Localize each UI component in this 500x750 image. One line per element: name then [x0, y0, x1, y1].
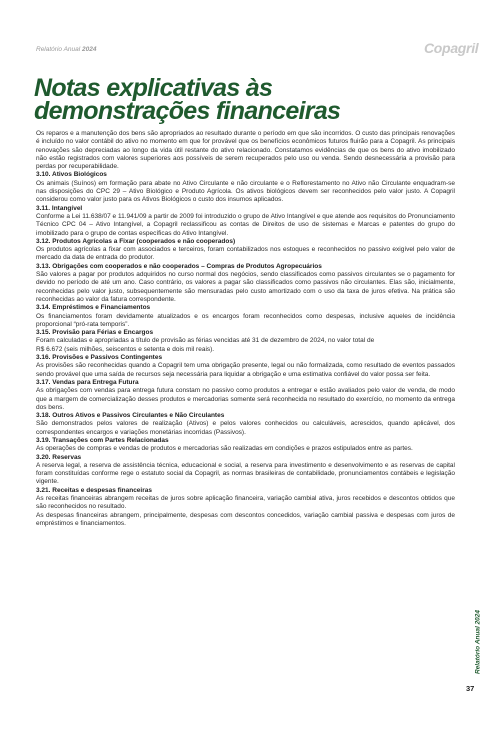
page-number: 37	[466, 684, 475, 693]
section-3-21-text: As receitas financeiras abrangem receitas de juros sobre aplicação financeira, variação cambial ativa, juros recebidos e descontos obtidos que são reconhecidos no resultado.	[36, 495, 455, 511]
intro-paragraph: Os reparos e a manutenção dos bens são apropriados ao resultado durante o período em que são incorridos. O custo das principais renovações é incluído no valor contábil do ativo no momento em que for provável que os benefícios econômicos futuros fluirão para a Copagril. As principais renovações são depreciadas ao longo da vida útil restante do ativo relacionado. Constatamos evidências de que os bens do ativo imobilizado não estão registrados com valores superiores aos possíveis de serem recuperados pelo uso ou venda. Sendo desnecessária a provisão para perdas por recuperabilidade.	[36, 130, 455, 171]
section-3-10-text: Os animais (Suínos) em formação para abate no Ativo Circulante e não circulante e o Reflorestamento no Ativo não Circulante enquadram-se nas disposições do CPC 29 – Ativo Biológico e Produto Agrícola. Os ativos biológicos devem ser reconhecidos pelo valor justo. A Copagril considerou como valor justo para os Ativos Biológicos o custo dos insumos aplicados.	[36, 179, 455, 204]
section-3-16-heading: 3.16. Provisões e Passivos Contingentes	[36, 354, 163, 362]
section-3-13-heading: 3.13. Obrigações com cooperados e não cooperados – Compras de Produtos Agropecuários	[36, 262, 322, 270]
section-3-16-text: As provisões são reconhecidas quando a Copagril tem uma obrigação presente, legal ou não formalizada, como resultado de eventos passados sendo provável que uma saída de recursos seja necessária para liquidar a obrigação e uma estimativa confiável do valor possa ser feita.	[36, 362, 455, 378]
section-3-19-text: As operações de compras e vendas de produtos e mercadorias são realizadas em condições e prazos estipulados entre as partes.	[36, 445, 413, 453]
section-3-18-text: São demonstrados pelos valores de realização (Ativos) e pelos valores conhecidos ou calculáveis, acrescidos, quando aplicável, dos correspondentes encargos e variações monetárias incorridas (Passivos).	[36, 420, 455, 436]
section-3-21-text-2: As despesas financeiras abrangem, principalmente, despesas com descontos concedidos, variação cambial passiva e despesas com juros de empréstimos e financiamentos.	[36, 511, 455, 527]
side-report-label	[471, 594, 485, 690]
section-3-14-text: Os financiamentos foram devidamente atualizados e os encargos foram reconhecidos como despesas, inclusive aqueles de incidência proporcional “pró-rata temporis”.	[36, 312, 455, 328]
section-3-11-text: Conforme a Lei 11.638/07 e 11.941/09 a partir de 2009 foi introduzido o grupo de Ativo Intangível e que atende aos requisitos do Pronunciamento Técnico CPC 04 – Ativo Intangível, a Copagril reclassificou as contas de Direitos de uso de sistemas e Marcas e patentes do grupo do imobilizado para o grupo de contas específicas do Ativo Intangível.	[36, 212, 455, 237]
section-3-20-text: A reserva legal, a reserva de assistência técnica, educacional e social, a reserva para investimento e desenvolvimento e as reservas de capital foram constituídas conforme rege o estatuto social da Copagril, as normas brasileiras de contabilidade, pronunciamentos contábeis e legislação vigente.	[36, 461, 455, 486]
page-title: Notas explicativas às demonstrações financeiras	[34, 74, 341, 125]
section-3-20-heading: 3.20. Reservas	[36, 453, 82, 461]
section-3-15-heading: 3.15. Provisão para Férias e Encargos	[36, 329, 154, 337]
report-label: Relatório Anual	[36, 46, 81, 53]
report-year: 2024	[82, 46, 97, 53]
section-3-18-heading: 3.18. Outros Ativos e Passivos Circulantes e Não Circulantes	[36, 412, 225, 420]
section-3-21-heading: 3.21. Receitas e despesas financeiras	[36, 486, 152, 494]
header-report-label	[36, 46, 96, 53]
section-3-14-heading: 3.14. Empréstimos e Financiamentos	[36, 304, 151, 312]
section-3-17-text: As obrigações com vendas para entrega futura constam no passivo como produtos a entregar e estão avaliados pelo valor de venda, de modo que a margem de comercialização desses produtos e mercadorias somente será reconhecida no resultado do exercício, no momento da entrega dos bens.	[36, 387, 455, 411]
section-3-12-heading: 3.12. Produtos Agrícolas a Fixar (cooperados e não cooperados)	[36, 237, 236, 245]
section-3-11-heading: 3.11. Intangível	[36, 204, 83, 212]
copagril-logo: Copagril	[424, 40, 479, 56]
section-3-15-amount: R$ 6.672 (seis milhões, seiscentos e setenta e dois mil reais).	[36, 345, 215, 353]
section-3-17-heading: 3.17. Vendas para Entrega Futura	[36, 378, 139, 386]
side-report-text: Relatório Anual 2024	[474, 609, 482, 675]
notes-body	[36, 130, 455, 528]
section-3-13-text: São valores a pagar por produtos adquiridos no curso normal dos negócios, sendo classificados como passivos circulantes se o pagamento for devido no período de até um ano. Caso contrário, os valores a pagar são classificados como passivos não circulantes. Elas são, inicialmente, reconhecidas pelo valor justo, subsequentemente são mensuradas pelo custo amortizado com o uso da taxa de juros efetiva. Na prática são reconhecidas ao valor da fatura correspondente.	[36, 271, 455, 303]
section-3-12-text: Os produtos agrícolas a fixar com associados e terceiros, foram contabilizados nos estoques e reconhecidos no passivo exigível pelo valor de mercado da data de entrada do produtor.	[36, 246, 455, 262]
section-3-15-text: Foram calculadas e apropriadas a título de provisão as férias vencidas até 31 de dezembro de 2024, no valor total de	[36, 337, 375, 345]
section-3-10-heading: 3.10. Ativos Biológicos	[36, 171, 107, 179]
section-3-19-heading: 3.19. Transações com Partes Relacionadas	[36, 436, 169, 444]
